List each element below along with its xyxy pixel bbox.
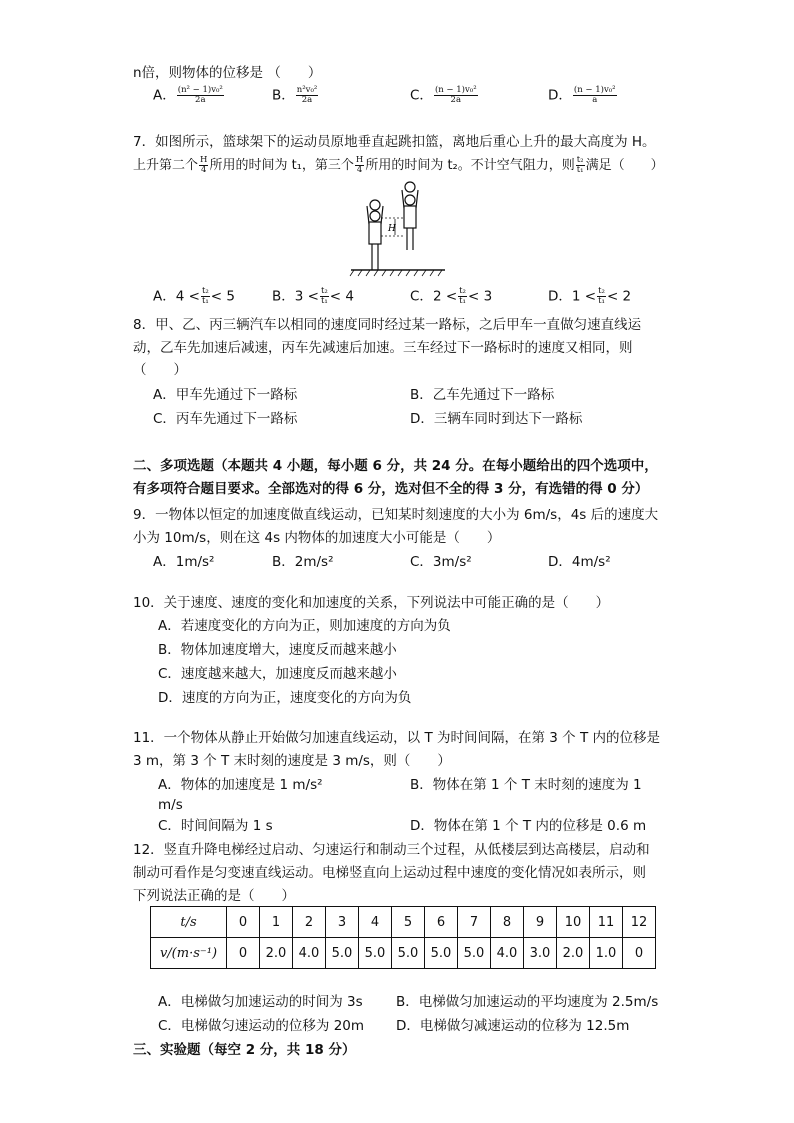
table-cell-time: 10: [557, 907, 590, 938]
q6-option-c-num: (n − 1)v₀²: [434, 85, 477, 95]
q7-option-d-ratio-num: t₂: [598, 286, 605, 296]
q6-option-a-den: 2a: [195, 95, 206, 105]
q8-option-a[interactable]: A．甲车先通过下一路标: [153, 387, 298, 403]
table-cell-time: 11: [590, 907, 623, 938]
q7-frac-num-2: H: [355, 155, 364, 165]
q9-option-d[interactable]: D．4m/s²: [548, 554, 611, 570]
q6-option-d-label: D．: [548, 87, 572, 104]
table-cell-velocity: 5.0: [326, 938, 359, 969]
q9-option-b[interactable]: B．2m/s²: [272, 554, 334, 570]
q7-option-c-ratio: [458, 287, 467, 306]
table-cell-velocity: 4.0: [491, 938, 524, 969]
q7-option-d-ratio: [597, 287, 606, 306]
table-cell-time: 7: [458, 907, 491, 938]
table-cell-time: 3: [326, 907, 359, 938]
section3-heading: 三、实验题（每空 2 分，共 18 分）: [133, 1042, 356, 1058]
table-cell-time: 2: [293, 907, 326, 938]
height-label: H: [388, 224, 396, 234]
q12-option-b[interactable]: B．电梯做匀加速运动的平均速度为 2.5m/s: [396, 994, 659, 1010]
q7-ratio-den: t₁: [576, 165, 584, 175]
q7-ratio-num: t₂: [576, 155, 584, 165]
basketball-jump-figure: [348, 178, 448, 280]
table-cell-velocity: 0: [623, 938, 656, 969]
q8-line2: 动，乙车先加速后减速，丙车先减速后加速。三车经过下一路标时的速度又相同，则: [133, 340, 633, 356]
q12-option-c[interactable]: C．电梯做匀速运动的位移为 20m: [158, 1018, 365, 1034]
q7-option-b-left: 3 <: [294, 288, 319, 305]
q7-option-c[interactable]: [410, 287, 492, 306]
table-cell-time: 8: [491, 907, 524, 938]
q7-line2: [133, 156, 664, 175]
q10-line1: 10．关于速度、速度的变化和加速度的关系，下列说法中可能正确的是（ ）: [133, 595, 610, 611]
q7-frac-den-1: 4: [201, 165, 207, 175]
q12-option-a[interactable]: A．电梯做匀加速运动的时间为 3s: [158, 994, 363, 1010]
section2-heading-line1: 二、多项选题（本题共 4 小题，每小题 6 分，共 24 分。在每小题给出的四个选项中，: [133, 458, 658, 474]
q12-line1: 12．竖直升降电梯经过启动、匀速运行和制动三个过程，从低楼层到达高楼层，启动和: [133, 842, 650, 858]
q7-option-b-ratio-num: t₂: [320, 286, 328, 296]
q6-option-d-num: (n − 1)v₀²: [573, 85, 616, 95]
q7-option-c-left: 2 <: [432, 288, 458, 305]
q7-option-c-label: C．: [410, 288, 433, 305]
table-row-time: [151, 907, 656, 938]
table-cell-velocity: 0: [227, 938, 260, 969]
q7-option-a-right: < 5: [210, 288, 235, 305]
q9-option-a[interactable]: A．1m/s²: [153, 554, 215, 570]
q6-option-a-num: (n² − 1)v₀²: [177, 85, 223, 95]
table-cell-velocity: 2.0: [260, 938, 293, 969]
q7-option-d-right: < 2: [606, 288, 632, 305]
table-cell-velocity: 5.0: [359, 938, 392, 969]
q7-option-a[interactable]: [153, 287, 235, 306]
q7-option-c-right: < 3: [467, 288, 493, 305]
q7-option-b[interactable]: [272, 287, 354, 306]
q7-line2-b: 所用的时间为 t₁，第三个: [209, 158, 354, 173]
q7-option-b-ratio-den: t₁: [320, 296, 328, 306]
q7-option-a-label: A．: [153, 288, 176, 305]
q6-option-a-label: A．: [153, 87, 176, 104]
table-cell-time: 0: [227, 907, 260, 938]
table-header-time: t/s: [151, 907, 227, 938]
q6-option-d-frac: [573, 86, 617, 105]
q7-option-a-left: 4 <: [175, 288, 200, 305]
q7-line2-c: 所用的时间为 t₂。不计空气阻力，则: [365, 158, 575, 173]
q10-option-b[interactable]: B．物体加速度增大，速度反而越来越小: [158, 642, 397, 658]
q11-line1: 11．一个物体从静止开始做匀加速直线运动，以 T 为时间间隔，在第 3 个 T 内的位移是: [133, 730, 661, 746]
q6-option-c-label: C．: [410, 87, 433, 104]
table-cell-velocity: 5.0: [425, 938, 458, 969]
q7-line2-a: 上升第二个: [133, 158, 199, 173]
q7-option-b-right: < 4: [329, 288, 354, 305]
q6-option-c-frac: [434, 86, 478, 105]
table-cell-time: 9: [524, 907, 557, 938]
q10-option-d[interactable]: D．速度的方向为正，速度变化的方向为负: [158, 690, 412, 706]
q7-option-b-ratio: [320, 287, 329, 306]
q7-line2-d: 满足（ ）: [585, 158, 664, 173]
q7-option-a-ratio: [201, 287, 210, 306]
q6-option-a[interactable]: [153, 86, 225, 105]
q7-frac-num-1: H: [200, 155, 208, 165]
jumping-player: [402, 182, 418, 250]
q8-option-d[interactable]: D．三辆车同时到达下一路标: [410, 411, 583, 427]
q6-option-a-frac: [177, 86, 224, 105]
table-cell-time: 6: [425, 907, 458, 938]
q11-option-a[interactable]: A．物体的加速度是 1 m/s²: [158, 777, 323, 793]
q12-option-d[interactable]: D．电梯做匀减速运动的位移为 12.5m: [396, 1018, 630, 1034]
q7-option-a-ratio-num: t₂: [201, 286, 209, 296]
q6-option-d-den: a: [592, 95, 598, 105]
table-row-velocity: [151, 938, 656, 969]
q8-option-c[interactable]: C．丙车先通过下一路标: [153, 411, 298, 427]
q7-frac-quarter-h-2: [355, 156, 364, 175]
q6-option-c[interactable]: [410, 86, 479, 105]
q8-line1: 8．甲、乙、丙三辆汽车以相同的速度同时经过某一路标，之后甲车一直做匀速直线运: [133, 317, 642, 333]
table-cell-time: 5: [392, 907, 425, 938]
standing-player: [367, 200, 383, 270]
q7-ratio: [576, 156, 585, 175]
q11-option-c[interactable]: C．时间间隔为 1 s: [158, 818, 273, 834]
q7-option-c-ratio-num: t₂: [459, 286, 466, 296]
q8-option-b[interactable]: B．乙车先通过下一路标: [410, 387, 555, 403]
section2-heading-line2: 有多项符合题目要求。全部选对的得 6 分，选对但不全的得 3 分，有选错的得 0 分）: [133, 481, 649, 497]
q7-option-a-ratio-den: t₁: [201, 296, 209, 306]
table-cell-time: 4: [359, 907, 392, 938]
table-cell-time: 1: [260, 907, 293, 938]
q11-option-b[interactable]: B．物体在第 1 个 T 末时刻的速度为 1: [410, 777, 642, 793]
q10-option-c[interactable]: C．速度越来越大，加速度反而越来越小: [158, 666, 397, 682]
q7-option-b-label: B．: [272, 288, 295, 305]
table-cell-time: 12: [623, 907, 656, 938]
q6-option-b[interactable]: [272, 86, 319, 105]
q7-option-d-ratio-den: t₁: [598, 296, 605, 306]
q6-option-b-num: n²v₀²: [296, 85, 318, 95]
ground-hatch: [350, 270, 442, 276]
table-cell-velocity: 4.0: [293, 938, 326, 969]
q10-option-a[interactable]: A．若速度变化的方向为正，则加速度的方向为负: [158, 618, 451, 634]
q6-option-b-frac: [296, 86, 319, 105]
q6-tail: n倍，则物体的位移是 （ ）: [133, 65, 322, 81]
q7-frac-den-2: 4: [356, 165, 363, 175]
q9-line1: 9．一物体以恒定的加速度做直线运动，已知某时刻速度的大小为 6m/s，4s 后的速度大: [133, 507, 659, 523]
q7-option-c-ratio-den: t₁: [459, 296, 466, 306]
q11-line2: 3 m，第 3 个 T 末时刻的速度是 3 m/s，则（ ）: [133, 753, 451, 769]
q9-line2: 小为 10m/s，则在这 4s 内物体的加速度大小可能是（ ）: [133, 530, 501, 546]
velocity-table: [150, 906, 656, 969]
q6-option-b-label: B．: [272, 87, 295, 104]
q7-option-d[interactable]: [548, 287, 631, 306]
q7-option-d-label: D．: [548, 288, 572, 305]
table-cell-velocity: 1.0: [590, 938, 623, 969]
q6-option-d[interactable]: [548, 86, 618, 105]
table-cell-velocity: 2.0: [557, 938, 590, 969]
q11-option-d[interactable]: D．物体在第 1 个 T 内的位移是 0.6 m: [410, 818, 647, 834]
q6-option-c-den: 2a: [450, 95, 462, 105]
q6-option-b-den: 2a: [301, 95, 313, 105]
q11-option-b-cont: m/s: [158, 797, 183, 813]
q8-line3: （ ）: [133, 362, 187, 378]
q7-line1: 7．如图所示，篮球架下的运动员原地垂直起跳扣篮，离地后重心上升的最大高度为 H。: [133, 134, 656, 150]
q7-frac-quarter-h-1: [199, 156, 208, 175]
table-cell-velocity: 5.0: [458, 938, 491, 969]
table-header-velocity: v/(m·s⁻¹): [151, 938, 227, 969]
q12-line2: 制动可看作是匀变速直线运动。电梯竖直向上运动过程中速度的变化情况如表所示，则: [133, 865, 646, 881]
q12-line3: 下列说法正确的是（ ）: [133, 888, 295, 904]
q9-option-c[interactable]: C．3m/s²: [410, 554, 472, 570]
q7-option-d-left: 1 <: [571, 288, 597, 305]
table-cell-velocity: 3.0: [524, 938, 557, 969]
table-cell-velocity: 5.0: [392, 938, 425, 969]
